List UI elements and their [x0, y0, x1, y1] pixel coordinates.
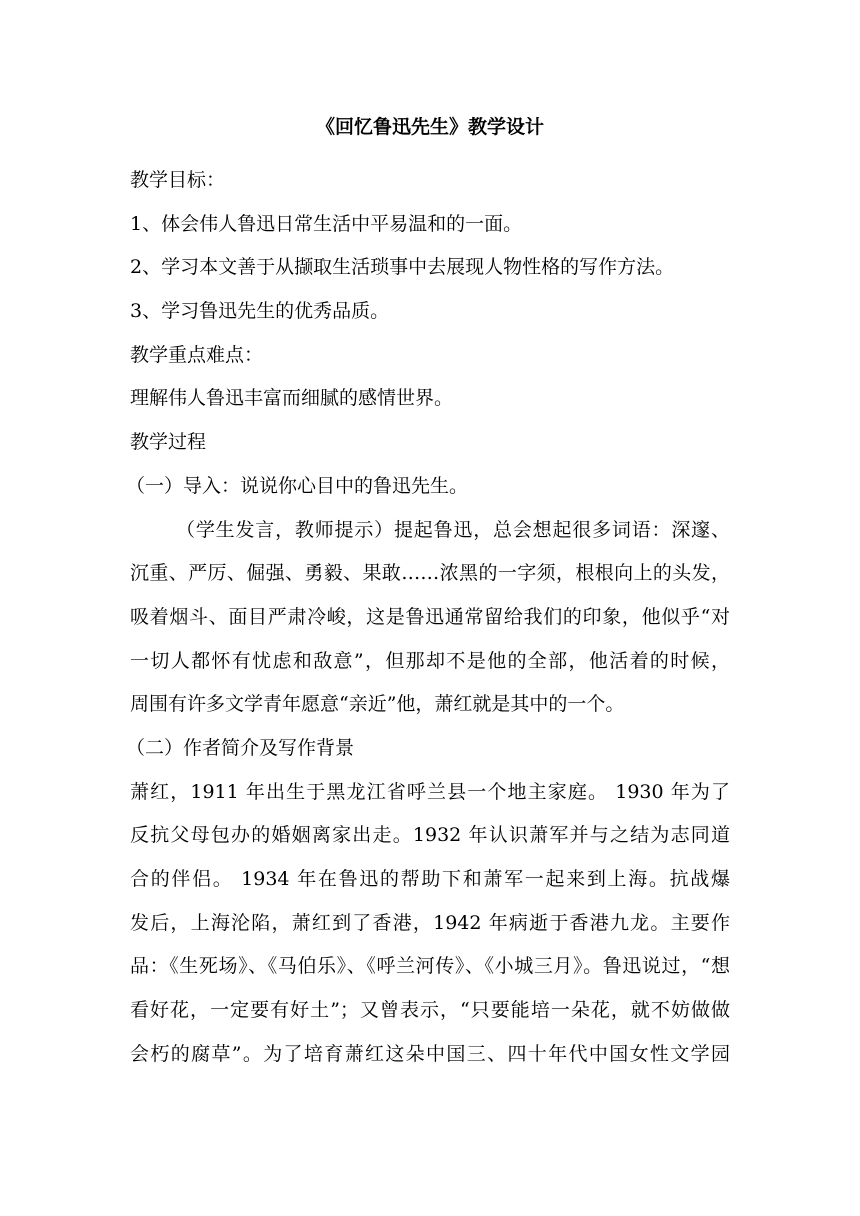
paragraph-line: （学生发言，教师提示）提起鲁迅，总会想起很多词语：深邃、 — [176, 518, 730, 541]
paragraph-line: 沉重、严厉、倔强、勇毅、果敢……浓黑的一字须，根根向上的头发， — [130, 562, 730, 585]
section-heading-process: 教学过程 — [130, 431, 207, 454]
paragraph-line: 看好花，一定要有好土”；又曾表示，“只要能培一朵花，就不妨做做 — [130, 999, 730, 1022]
subsection-heading-intro: （一）导入：说说你心目中的鲁迅先生。 — [126, 474, 469, 497]
paragraph-line: 会朽的腐草”。为了培育萧红这朵中国三、四十年代中国女性文学园 — [130, 1042, 730, 1065]
objective-item: 3、学习鲁迅先生的优秀品质。 — [130, 300, 390, 323]
objective-item: 2、学习本文善于从撷取生活琐事中去展现人物性格的写作方法。 — [130, 256, 675, 279]
key-point-text: 理解伟人鲁迅丰富而细腻的感情世界。 — [130, 387, 454, 410]
paragraph-line: 反抗父母包办的婚姻离家出走。1932 年认识萧军并与之结为志同道 — [130, 824, 730, 847]
paragraph-line: 品：《生死场》、《马伯乐》、《呼兰河传》、《小城三月》。鲁迅说过，“想 — [130, 955, 730, 978]
paragraph-line: 发后，上海沦陷，萧红到了香港，1942 年病逝于香港九龙。主要作 — [130, 911, 730, 934]
paragraph-line: 吸着烟斗、面目严肃冷峻，这是鲁迅通常留给我们的印象，他似乎“对 — [130, 605, 730, 628]
document-title: 《回忆鲁迅先生》教学设计 — [315, 116, 544, 138]
subsection-heading-author: （二）作者简介及写作背景 — [126, 736, 355, 759]
objective-item: 1、体会伟人鲁迅日常生活中平易温和的一面。 — [130, 212, 523, 235]
paragraph-line: 合的伴侣。 1934 年在鲁迅的帮助下和萧军一起来到上海。抗战爆 — [130, 868, 730, 890]
paragraph-line: 萧红，1911 年出生于黑龙江省呼兰县一个地主家庭。 1930 年为了 — [130, 780, 730, 803]
section-heading-key-points: 教学重点难点： — [130, 343, 264, 366]
paragraph-line: 一切人都怀有忧虑和敌意”，但那却不是他的全部，他活着的时候， — [130, 649, 730, 672]
document-body — [126, 112, 730, 1076]
section-heading-objectives: 教学目标： — [130, 169, 226, 191]
paragraph-line: 周围有许多文学青年愿意“亲近”他，萧红就是其中的一个。 — [130, 693, 625, 716]
